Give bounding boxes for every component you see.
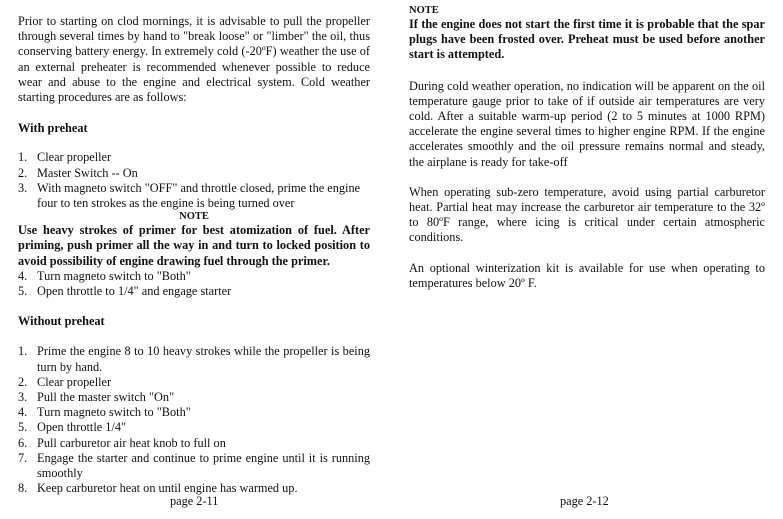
list-item: 2. Master Switch -- On [18,165,138,180]
list-item: 4. Turn magneto switch to "Both" [18,405,191,420]
without-preheat-heading: Without preheat [18,314,105,329]
cold-weather-paragraph: During cold weather operation, no indication will be apparent on the oil temperature gauge prior to take of if outside air temperatures are very cold. After a suitable warm-up period (2 to 5 minutes at 1000 RPM) accelerate the engine several times to higher engine RPM. If the engine accelerates smoothly and the oil pressure remains normal and steady, the airplane is ready for take-off [409,78,765,169]
list-item: 1. Clear propeller [18,150,112,165]
list-item: 3. With magneto switch "OFF" and throttle closed, prime the engine four to ten strokes as the engine is being turned over [18,180,361,211]
list-item: 5. Open throttle to 1/4" and engage starter [18,284,232,299]
list-item: 1. Prime the engine 8 to 10 heavy strokes while the propeller is being turn by hand. [18,344,370,374]
list-item: 5. Open throttle 1/4" [18,420,127,435]
list-item: 2. Clear propeller [18,374,112,389]
with-preheat-steps [18,150,370,211]
list-item: 8. Keep carburetor heat on until engine has warmed up. [18,481,298,496]
list-item: 4. Turn magneto switch to "Both" [18,268,191,283]
right-page [409,0,765,291]
note-label: NOTE [179,211,209,223]
note-label: NOTE [409,5,439,16]
list-item: 6. Pull carburetor air heat knob to full on [18,435,226,450]
left-page [18,0,370,496]
note-text: Use heavy strokes of primer for best atomization of fuel. After priming, push primer all the way in and turn to locked position to avoid possibility of engine drawing fuel through the primer. [18,223,370,268]
carburetor-heat-paragraph: When operating sub-zero temperature, avoid using partial carburetor heat. Partial heat may increase the carburetor air temperature to the 32º to 80ºF range, where icing is critical under certain atmospheric conditions. [409,184,765,245]
with-preheat-heading: With preheat [18,121,88,136]
list-item: 7. Engage the starter and continue to prime engine until it is running smoothly [18,450,370,481]
intro-paragraph: Prior to starting on clod mornings, it is advisable to pull the propeller through several times by hand to "break loose" or "limber" the oil, thus conserving battery energy. In extremely cold (-20ºF) weather the use of an external preheater is recommended whenever possible to reduce wear and abuse to the engine and electrical system. Cold weather starting procedures are as follows: [18,14,370,105]
with-preheat-steps-continued [18,269,370,299]
note-text: If the engine does not start the first time it is probable that the spar plugs have been frosted over. Preheat must be used before another start is attempted. [409,17,765,62]
without-preheat-steps [18,344,370,496]
page-number-right: page 2-12 [560,494,609,508]
list-item: 3. Pull the master switch "On" [18,390,175,405]
page-number-left: page 2-11 [170,494,219,508]
winterization-paragraph: An optional winterization kit is available for use when operating to temperatures below 20º F. [409,260,765,290]
